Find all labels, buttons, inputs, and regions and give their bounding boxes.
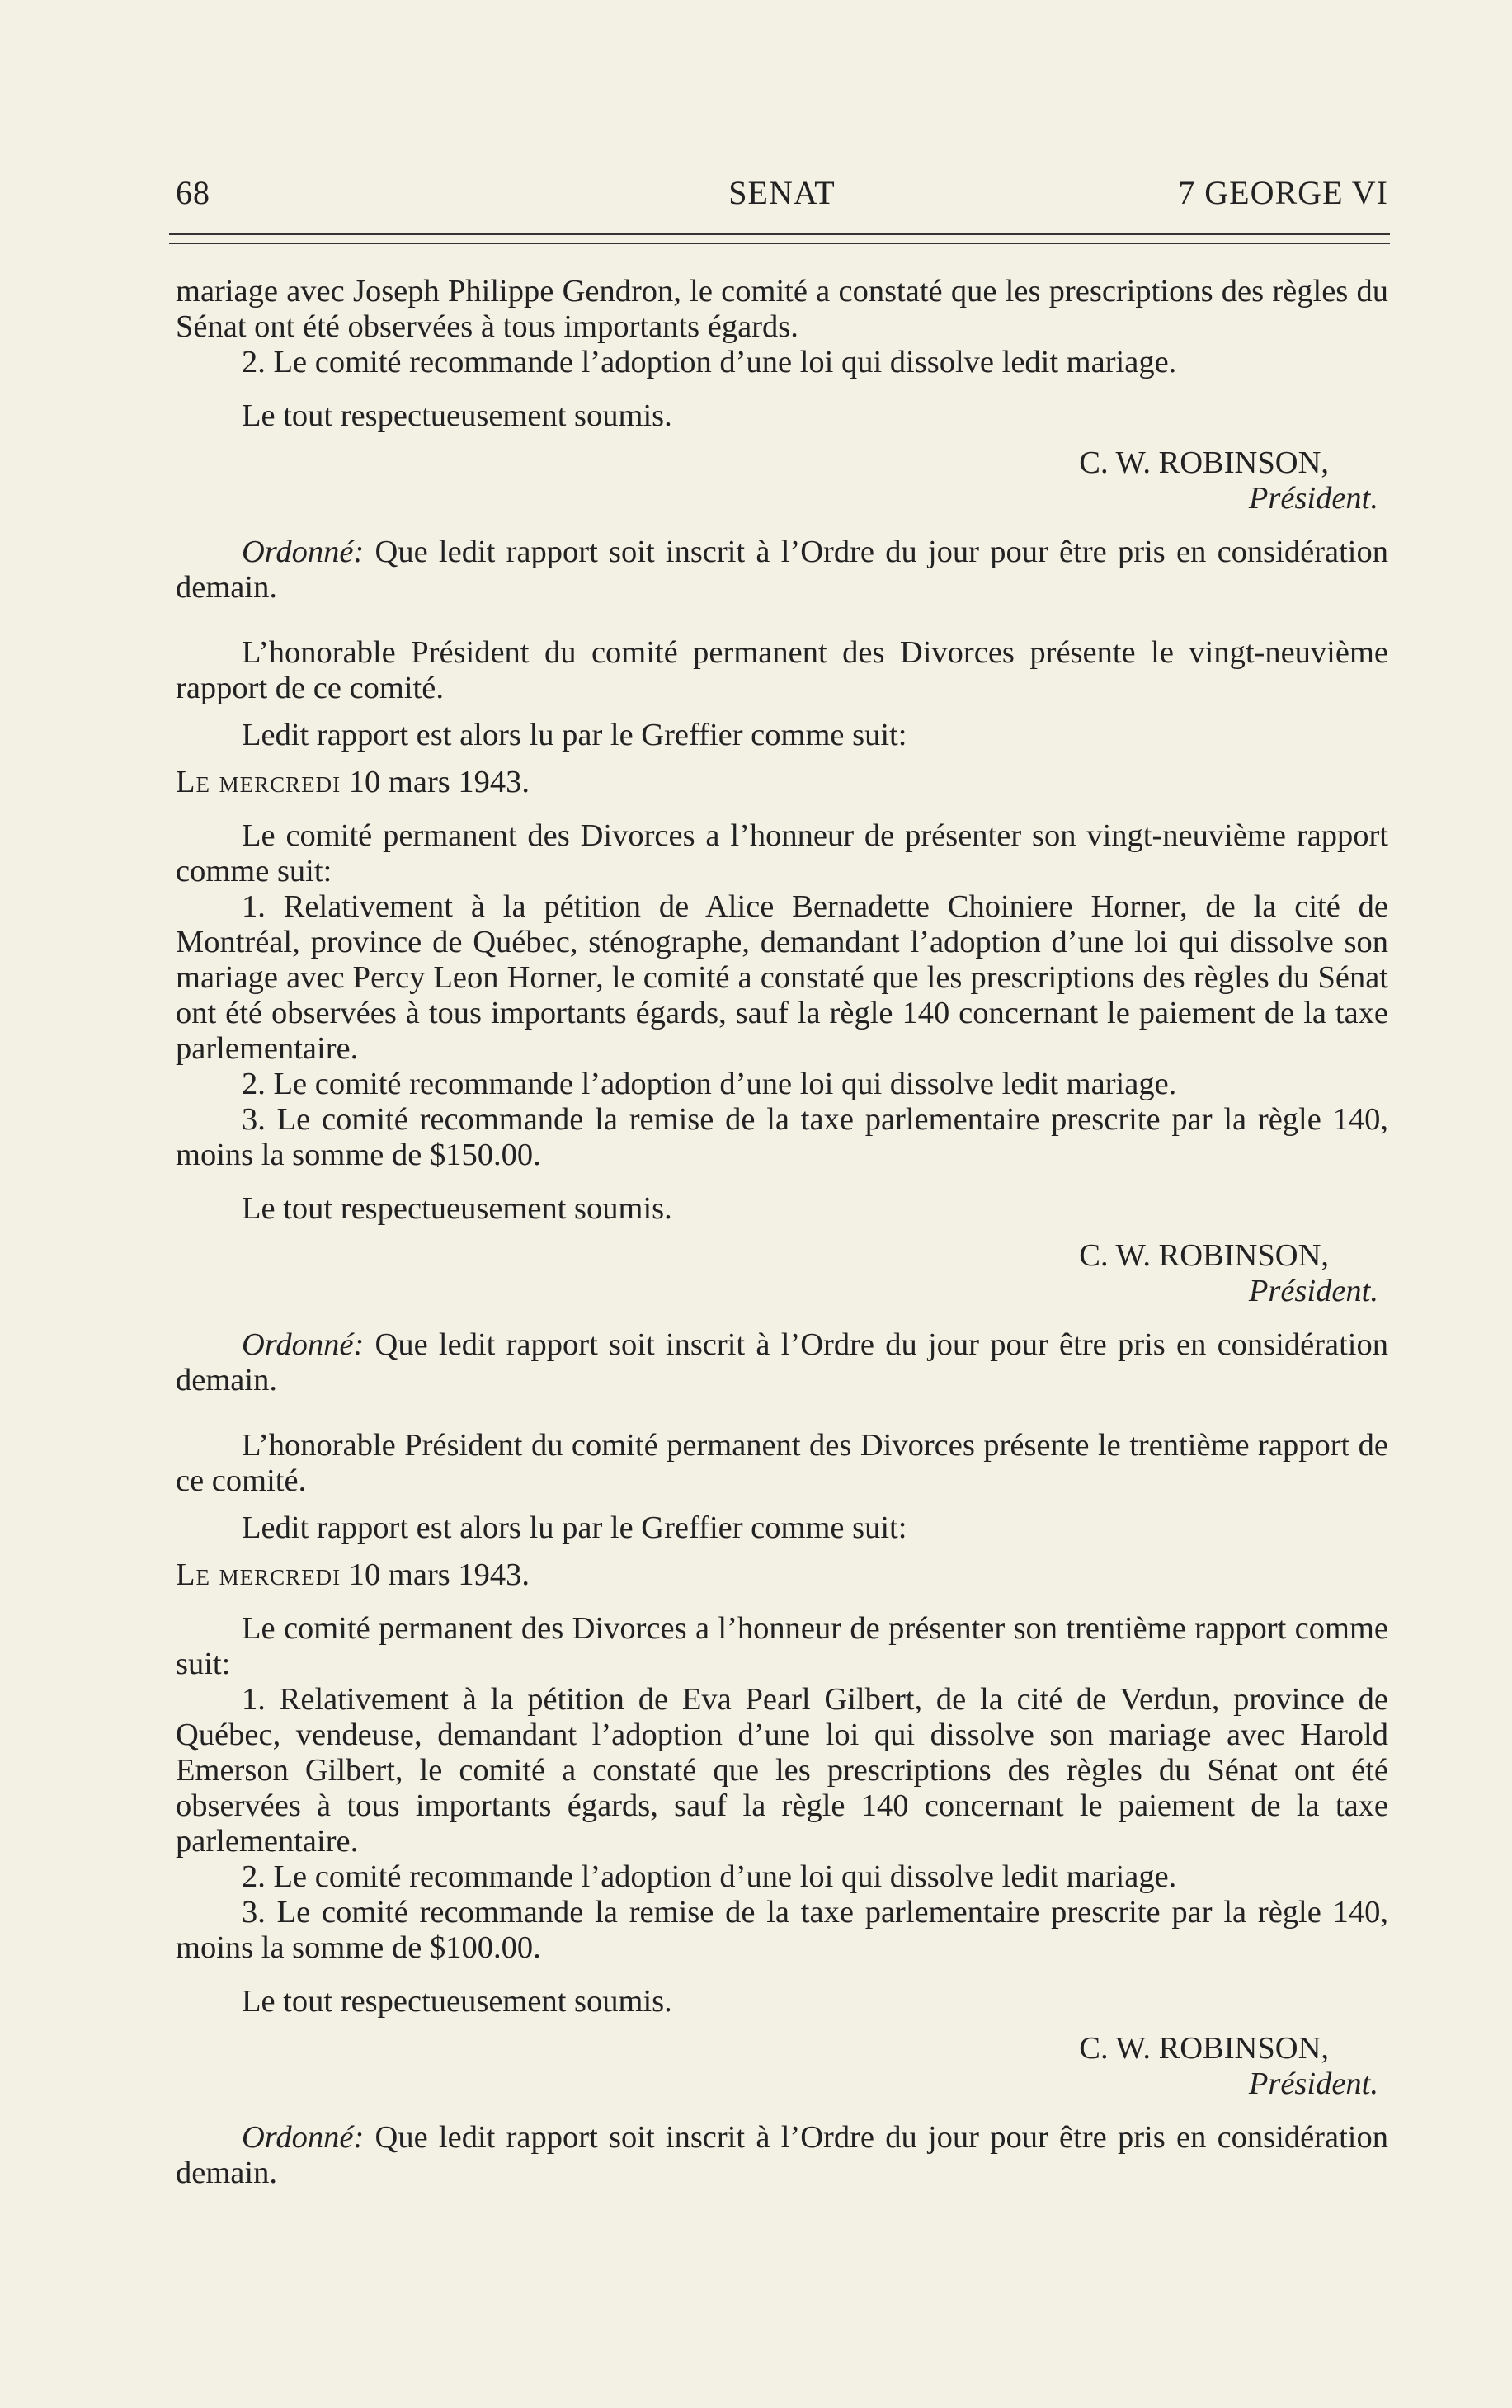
submission-line: Le tout respectueusement soumis. (242, 1984, 672, 2019)
report-date-day: Le mercredi (176, 765, 341, 799)
paragraph: Le comité permanent des Divorces a l’honneur de présenter son trentième rapport comme suit: (176, 1611, 1388, 1681)
signature-role: Président. (1248, 481, 1378, 516)
paragraph: L’honorable Président du comité permanent des Divorces présente le trentième rapport de ce comité. (176, 1428, 1388, 1498)
page-header (176, 173, 1388, 214)
header-rule (169, 233, 1390, 244)
report-date-rest: 10 mars 1943. (341, 1557, 530, 1592)
paragraph: 2. Le comité recommande l’adoption d’une loi qui dissolve ledit mariage. (242, 345, 1177, 379)
paragraph: Ledit rapport est alors lu par le Greffier comme suit: (242, 718, 907, 752)
page-title: SENAT (728, 174, 836, 211)
order-text: Que ledit rapport soit inscrit à l’Ordre du jour pour être pris en considération demain. (176, 2120, 1388, 2190)
order-paragraph (176, 1327, 1388, 1398)
submission-line: Le tout respectueusement soumis. (242, 398, 672, 433)
paragraph: Ledit rapport est alors lu par le Greffier comme suit: (242, 1510, 907, 1545)
signature-role: Président. (1248, 2066, 1378, 2101)
order-text: Que ledit rapport soit inscrit à l’Ordre du jour pour être pris en considération demain. (176, 1327, 1388, 1397)
order-paragraph (176, 535, 1388, 606)
order-text: Que ledit rapport soit inscrit à l’Ordre du jour pour être pris en considération demain. (176, 535, 1388, 605)
report-date-rest: 10 mars 1943. (341, 765, 530, 799)
signature-role: Président. (1248, 1274, 1378, 1308)
page-content (176, 274, 1388, 2191)
paragraph: L’honorable Président du comité permanent des Divorces présente le vingt-neuvième rapport de ce comité. (176, 635, 1388, 705)
signature-block (176, 1238, 1378, 1309)
paragraph: mariage avec Joseph Philippe Gendron, le comité a constaté que les prescriptions des règles du Sénat ont été observées à tous importants égards. (176, 274, 1388, 344)
report-date (176, 1557, 1388, 1593)
order-paragraph (176, 2120, 1388, 2191)
order-label: Ordonné: (242, 1327, 365, 1362)
signature-block (176, 445, 1378, 516)
signature-name: C. W. ROBINSON, (1079, 2031, 1329, 2066)
paragraph: 1. Relativement à la pétition de Alice Bernadette Choiniere Horner, de la cité de Montréal, province de Québec, sténographe, demandant l’adoption d’une loi qui dissolve son mariage avec Percy Leon Horner, le comité a constaté que les prescriptions des règles du Sénat ont été observées à tous importants égards, sauf la règle 140 concernant le paiement de la taxe parlementaire. (176, 889, 1388, 1066)
signature-name: C. W. ROBINSON, (1079, 1238, 1329, 1273)
report-date (176, 765, 1388, 800)
page-number: 68 (176, 174, 210, 211)
report-date-day: Le mercredi (176, 1557, 341, 1592)
order-label: Ordonné: (242, 2120, 365, 2155)
signature-name: C. W. ROBINSON, (1079, 445, 1329, 480)
paragraph: 2. Le comité recommande l’adoption d’une loi qui dissolve ledit mariage. (242, 1859, 1177, 1894)
paragraph: 3. Le comité recommande la remise de la taxe parlementaire prescrite par la règle 140, moins la somme de $150.00. (176, 1102, 1388, 1172)
signature-block (176, 2031, 1378, 2102)
paragraph: 1. Relativement à la pétition de Eva Pearl Gilbert, de la cité de Verdun, province de Québec, vendeuse, demandant l’adoption d’une loi qui dissolve son mariage avec Harold Emerson Gilbert, le comité a constaté que les prescriptions des règles du Sénat ont été observées à tous importants égards, sauf la règle 140 concernant le paiement de la taxe parlementaire. (176, 1682, 1388, 1859)
paragraph: 3. Le comité recommande la remise de la taxe parlementaire prescrite par la règle 140, moins la somme de $100.00. (176, 1895, 1388, 1965)
paragraph: 2. Le comité recommande l’adoption d’une loi qui dissolve ledit mariage. (242, 1067, 1177, 1101)
reign-label: 7 GEORGE VI (1178, 174, 1388, 211)
submission-line: Le tout respectueusement soumis. (242, 1191, 672, 1226)
paragraph: Le comité permanent des Divorces a l’honneur de présenter son vingt-neuvième rapport comme suit: (176, 818, 1388, 888)
order-label: Ordonné: (242, 535, 365, 569)
